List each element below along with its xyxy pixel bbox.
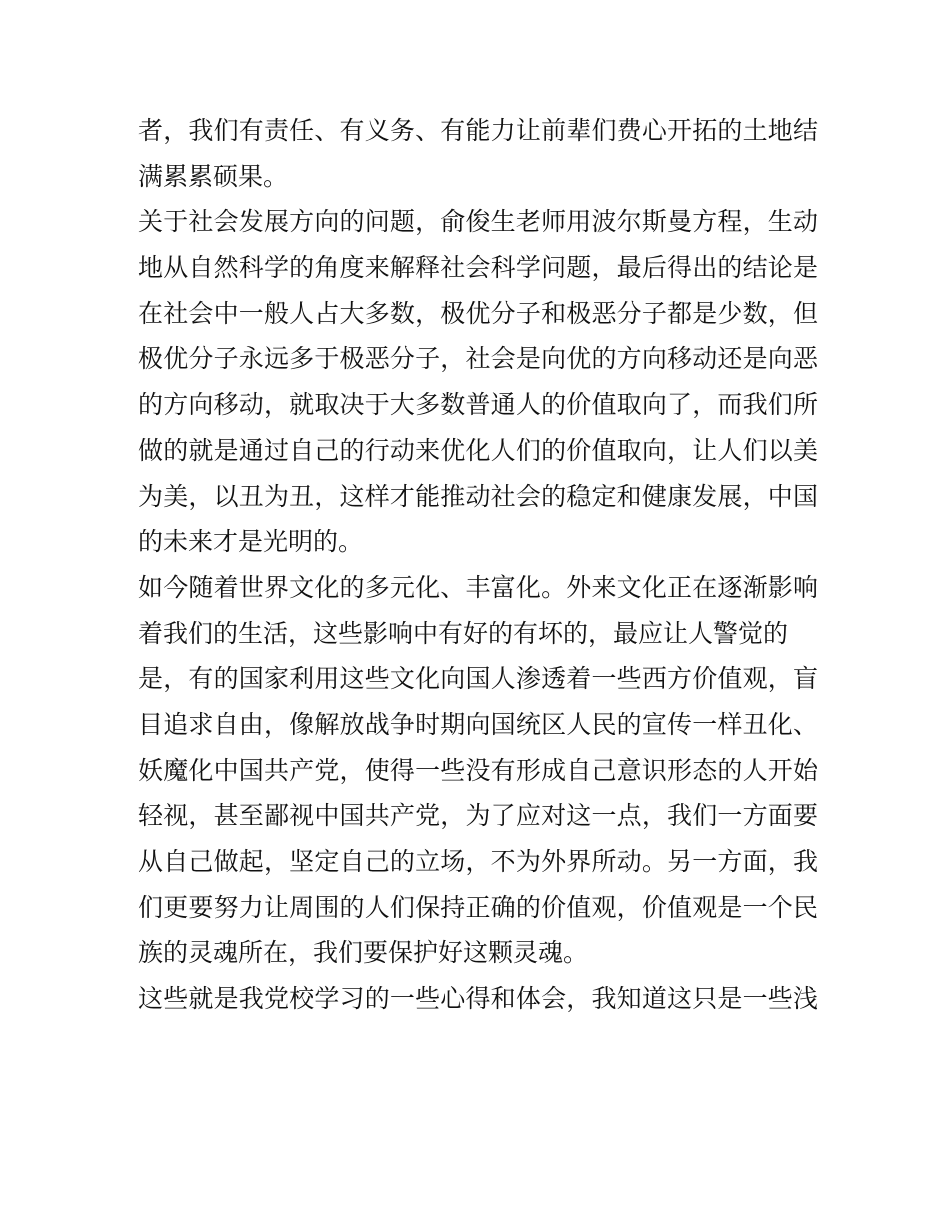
text-line: 做的就是通过自己的行动来优化人们的价值取向，让人们以美 — [138, 435, 818, 465]
text-line: 为美，以丑为丑，这样才能推动社会的稳定和健康发展，中国 — [138, 481, 818, 511]
text-line: 满累累硕果。 — [138, 161, 289, 191]
text-line: 目追求自由，像解放战争时期向国统区人民的宣传一样丑化、 — [138, 709, 818, 739]
text-line: 着我们的生活，这些影响中有好的有坏的，最应让人警觉的 — [138, 618, 789, 648]
text-line: 如今随着世界文化的多元化、丰富化。外来文化正在逐渐影响 — [138, 572, 818, 602]
text-line: 地从自然科学的角度来解释社会科学问题，最后得出的结论是 — [138, 253, 818, 283]
text-line: 妖魔化中国共产党，使得一些没有形成自己意识形态的人开始 — [138, 755, 818, 785]
text-line: 关于社会发展方向的问题，俞俊生老师用波尔斯曼方程，生动 — [138, 207, 818, 237]
text-line: 是，有的国家利用这些文化向国人渗透着一些西方价值观，盲 — [138, 664, 818, 694]
text-line: 的未来才是光明的。 — [138, 527, 364, 557]
text-line: 这些就是我党校学习的一些心得和体会，我知道这只是一些浅 — [138, 984, 818, 1014]
document-body — [138, 108, 818, 1022]
text-line: 的方向移动，就取决于大多数普通人的价值取向了，而我们所 — [138, 390, 818, 420]
text-line: 们更要努力让周围的人们保持正确的价值观，价值观是一个民 — [138, 892, 818, 922]
text-line: 轻视，甚至鄙视中国共产党，为了应对这一点，我们一方面要 — [138, 801, 818, 831]
text-line: 在社会中一般人占大多数，极优分子和极恶分子都是少数，但 — [138, 298, 818, 328]
text-line: 者，我们有责任、有义务、有能力让前辈们费心开拓的土地结 — [138, 116, 818, 145]
text-line: 族的灵魂所在，我们要保护好这颗灵魂。 — [138, 938, 589, 968]
text-line: 从自己做起，坚定自己的立场，不为外界所动。另一方面，我 — [138, 847, 818, 876]
text-line: 极优分子永远多于极恶分子，社会是向优的方向移动还是向恶 — [138, 344, 818, 374]
